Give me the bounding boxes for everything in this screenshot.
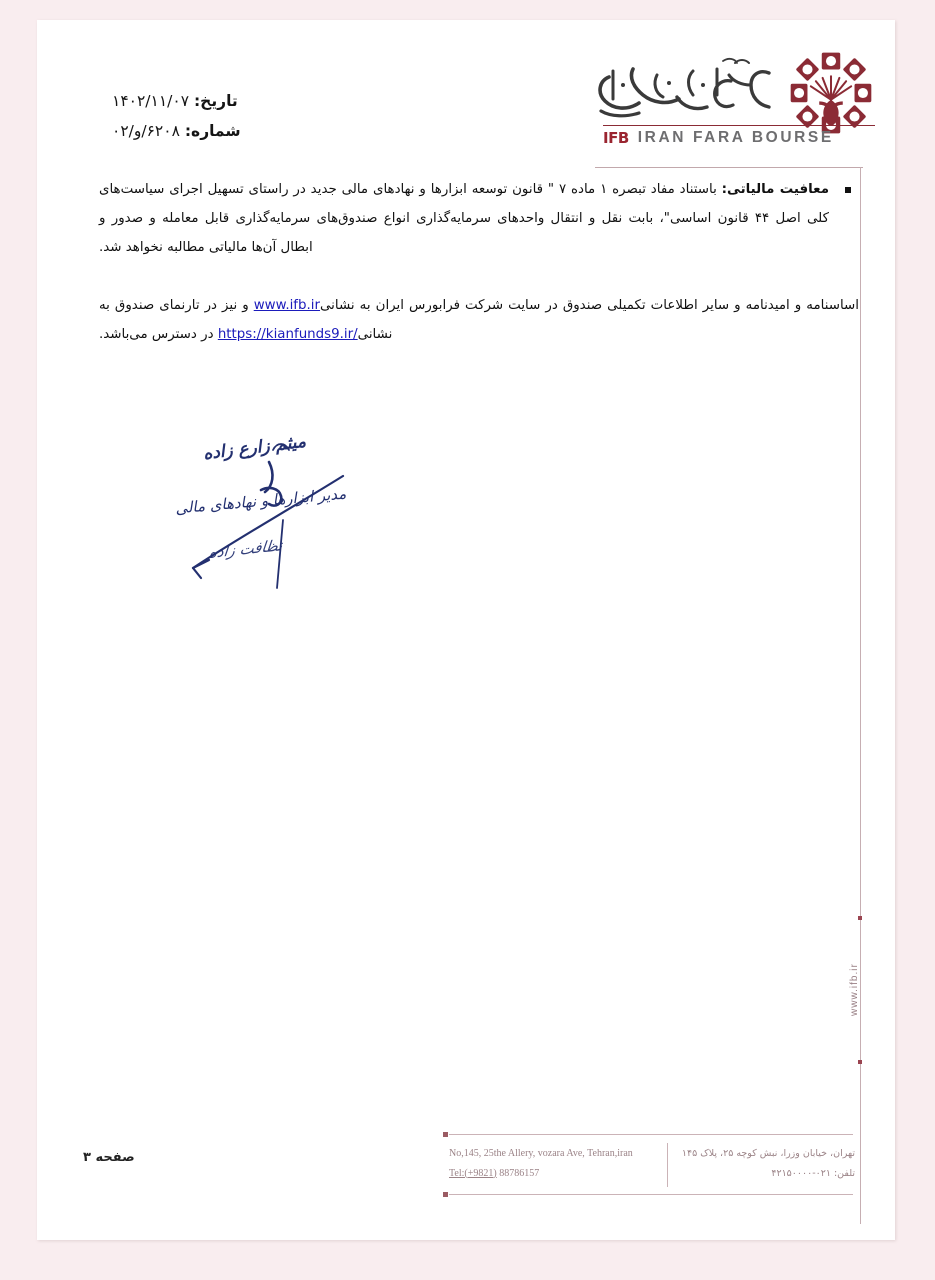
number-label: شماره: xyxy=(184,122,241,141)
footer-column-divider xyxy=(667,1143,668,1187)
footer-line-bottom xyxy=(449,1194,853,1195)
tax-exemption-paragraph xyxy=(99,176,859,262)
ifb-latin-name: IRAN FARA BOURSE xyxy=(637,129,834,146)
footer-line-top xyxy=(449,1134,853,1135)
company-logo xyxy=(575,45,875,150)
fund-website-link[interactable]: https://kianfunds9.ir/ xyxy=(217,327,358,343)
signature-scribble: نظافت زاده xyxy=(208,535,284,563)
tax-exemption-label: معافیت مالیاتی: xyxy=(721,182,829,197)
logo-latin-lockup xyxy=(603,127,875,149)
signature-name: میثم زارع زاده xyxy=(202,431,308,465)
links-text-part1: اساسنامه و امیدنامه و سایر اطلاعات تکمیلی صندوق در سایت شرکت فرابورس ایران به نشانی xyxy=(320,298,859,314)
date-label: تاریخ: xyxy=(193,92,238,110)
links-text-part3: در دسترس می‌باشد. xyxy=(99,327,218,343)
signature-block xyxy=(165,420,395,610)
footer-english-tel-label: Tel:(+9821) xyxy=(449,1167,497,1179)
logo-persian-script xyxy=(583,55,783,127)
number-row xyxy=(112,116,332,146)
signature-title: مدیر ابزارها و نهادهای مالی xyxy=(174,484,347,518)
document-footer xyxy=(435,1126,863,1202)
ifb-website-link[interactable]: www.ifb.ir xyxy=(253,298,321,314)
document-body xyxy=(99,160,859,350)
page-number: صفحه ۳ xyxy=(83,1150,135,1165)
tax-exemption-text: باستناد مفاد تبصره ۱ ماده ۷ " قانون توسعه ابزارها و نهادهای مالی جدید در راستای تسهیل اجرای سیاست‌های کلی اصل ۴۴ قانون اساسی"، بابت نقل و انتقال واحدهای سرمایه‌گذاری انواع صندوق‌های سرمایه‌گذاری قابل معامله و صدور و ابطال آن‌ها مالیاتی مطالبه نخواهد شد. xyxy=(99,182,829,255)
footer-dot-top xyxy=(443,1132,448,1137)
footer-english-tel-number: 88786157 xyxy=(499,1167,540,1179)
ifb-emblem-icon xyxy=(789,51,873,135)
vertical-url-dot-bottom xyxy=(858,1060,862,1064)
footer-persian-address: تهران، خیابان وزرا، نبش کوچه ۲۵، پلاک ۱۴۵ xyxy=(681,1148,855,1159)
footer-english-contact xyxy=(449,1144,661,1183)
ifb-mark-text: IFB xyxy=(603,129,629,147)
footer-persian-phone: تلفن: ۰۲۱-۴۲۱۵۰۰۰۰ xyxy=(771,1167,855,1179)
date-value: ۱۴۰۲/۱۱/۰۷ xyxy=(112,92,190,110)
vertical-website-url: www.ifb.ir xyxy=(849,963,860,1017)
document-page xyxy=(37,20,895,1240)
links-paragraph xyxy=(99,292,859,350)
links-text-part2: و نیز در تارنمای صندوق به نشانی xyxy=(99,298,393,343)
document-meta xyxy=(112,86,332,146)
footer-english-tel-row xyxy=(449,1164,661,1184)
right-margin-rule xyxy=(860,167,861,1224)
date-row xyxy=(112,86,332,116)
bullet-marker-icon xyxy=(845,187,851,193)
number-value: ۶۲۰۸/و/۰۲ xyxy=(112,122,180,141)
footer-persian-contact xyxy=(679,1144,855,1184)
footer-english-address: No,145, 25the Allery, vozara Ave, Tehran,iran xyxy=(449,1148,633,1159)
footer-dot-bottom xyxy=(443,1192,448,1197)
vertical-url-dot-top xyxy=(858,916,862,920)
